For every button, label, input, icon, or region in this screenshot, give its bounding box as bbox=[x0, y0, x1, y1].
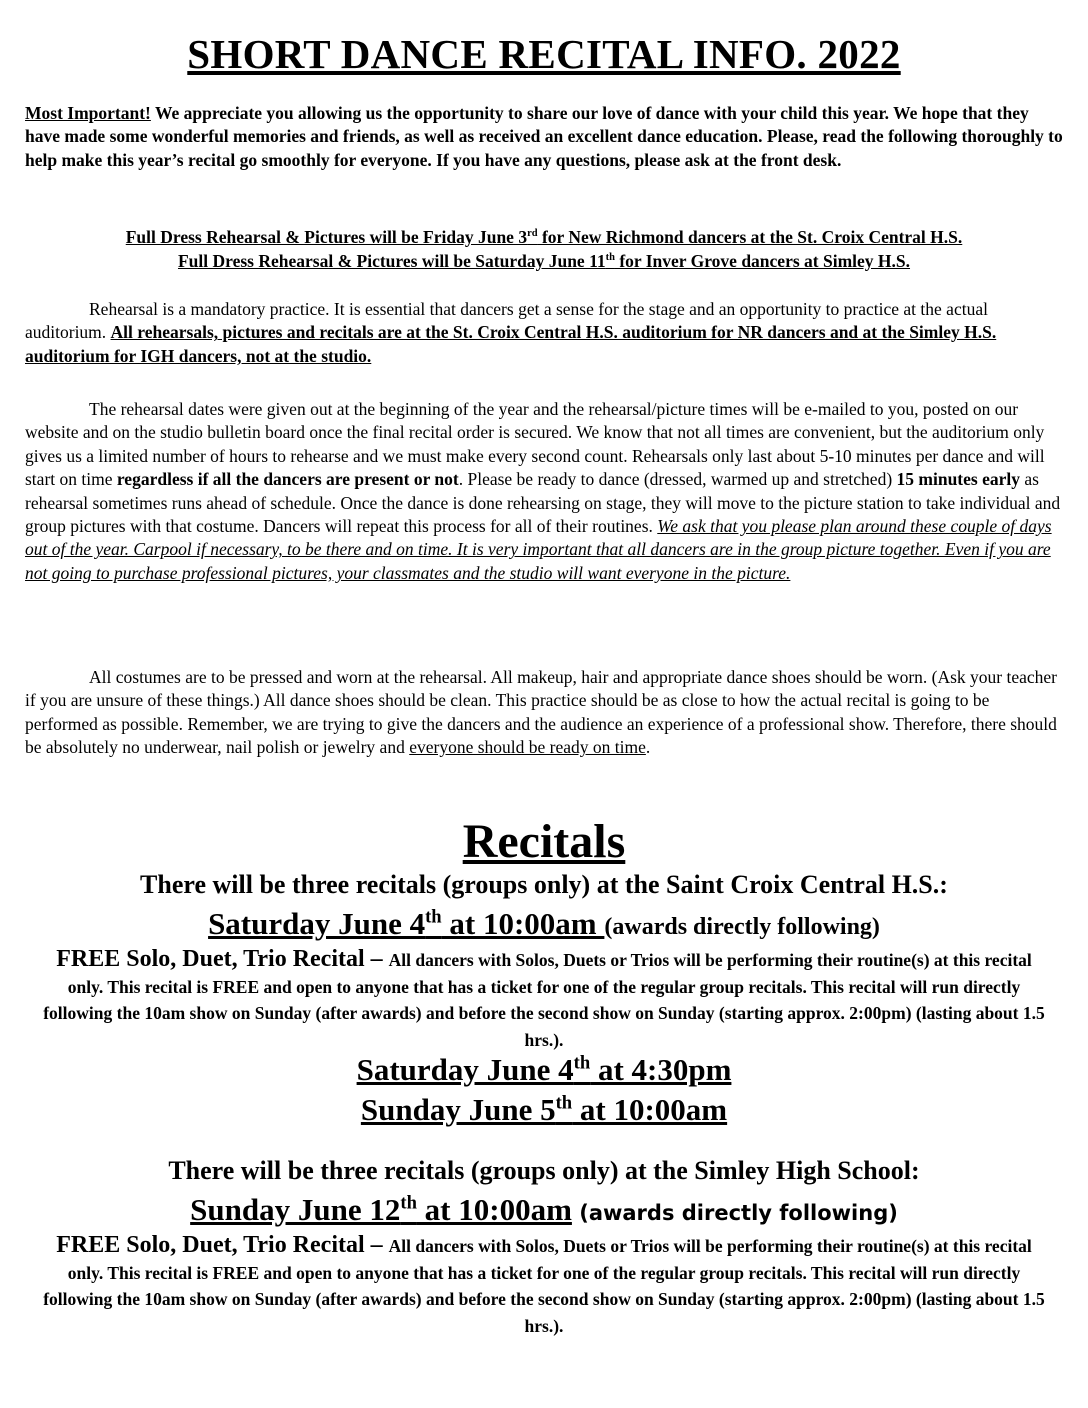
scc-recital-3: Sunday June 5th at 10:00am bbox=[360, 1092, 728, 1127]
scc-free-recital-info: FREE Solo, Duet, Trio Recital – All dancers with Solos, Duets or Trios will be performing their routine(s) at this recital only. This recital is FREE and open to anyone that has a ticket for one of the regular group recitals. This recital will run directly following the 10am show on Sunday (after awards) and before the second show on Sunday (starting approx. 2:00pm) (lasting about 1.5 hrs.). bbox=[43, 946, 1045, 1050]
simley-recital-1: Sunday June 12th at 10:00am (awards directly following) bbox=[190, 1192, 898, 1227]
rehearsal-line-igh: Full Dress Rehearsal & Pictures will be Saturday June 11th for Inver Grove dancers at Simley H.S. bbox=[177, 251, 911, 271]
intro-text: We appreciate you allowing us the opportunity to share our love of dance with your child this year. We hope that they have made some wonderful memories and friends, as well as received an excellent dance education. Please, read the following thoroughly to help make this year’s recital go smoothly for everyone. If you have any questions, please ask at the front desk. bbox=[25, 103, 1063, 170]
page-title: SHORT DANCE RECITAL INFO. 2022 bbox=[187, 31, 901, 77]
location-notice: All rehearsals, pictures and recitals are at the St. Croix Central H.S. auditorium for NR dancers and at the Simley H.S. auditorium for IGH dancers, not at the studio. bbox=[25, 322, 997, 366]
recitals-heading: Recitals bbox=[462, 815, 626, 868]
simley-free-recital-info: FREE Solo, Duet, Trio Recital – All dancers with Solos, Duets or Trios will be performing their routine(s) at this recital only. This recital is FREE and open to anyone that has a ticket for one of the regular group recitals. This recital will run directly following the 10am show on Sunday (after awards) and before the second show on Sunday (starting approx. 2:00pm) (lasting about 1.5 hrs.). bbox=[43, 1232, 1045, 1336]
intro-paragraph bbox=[25, 102, 1065, 172]
scc-recital-1: Saturday June 4th at 10:00am (awards directly following) bbox=[208, 906, 880, 941]
rehearsal-dates-paragraph: The rehearsal dates were given out at the beginning of the year and the rehearsal/picture times will be e-mailed to you, posted on our website and on the studio bulletin board once the final recital order is secured. We know that not all times are convenient, but the auditorium only gives us a limited number of hours to rehearse and we must make every second count. Rehearsals only last about 5-10 minutes per dance and will start on time regardless if all the dancers are present or not. Please be ready to dance (dressed, warmed up and stretched) 15 minutes early as rehearsal sometimes runs ahead of schedule. Once the dance is done rehearsing on stage, they will move to the picture station to take individual and group pictures with that costume. Dancers will repeat this process for all of their routines. We ask that you please plan around these couple of days out of the year. Carpool if necessary, to be there and on time. It is very important that all dancers are in the group picture together. Even if you are not going to purchase professional pictures, your classmates and the studio will want everyone in the picture. bbox=[25, 399, 1061, 583]
mandatory-paragraph: Rehearsal is a mandatory practice. It is essential that dancers get a sense for the stage and an opportunity to practice at the actual auditorium. All rehearsals, pictures and recitals are at the St. Croix Central H.S. auditorium for NR dancers and at the Simley H.S. auditorium for IGH dancers, not at the studio. bbox=[25, 299, 997, 366]
costumes-paragraph: All costumes are to be pressed and worn at the rehearsal. All makeup, hair and appropriate dance shoes should be worn. (Ask your teacher if you are unsure of these things.) All dance shoes should be clean. This practice should be as close to how the actual recital is going to be performed as possible. Remember, we are trying to give the dancers and the audience an experience of a professional show. Therefore, there should be absolutely no underwear, nail polish or jewelry and everyone should be ready on time. bbox=[25, 667, 1058, 758]
plan-around-notice: We ask that you please plan around these couple of days out of the year. Carpool if necessary, to be there and on time. It is very important that all dancers are in the group picture together. Even if you are not going to purchase professional pictures, your classmates and the studio will want everyone in the picture. bbox=[25, 516, 1052, 583]
intro-label: Most Important! bbox=[25, 103, 151, 123]
scc-recital-2: Saturday June 4th at 4:30pm bbox=[356, 1052, 732, 1087]
scc-recitals-intro: There will be three recitals (groups only) at the Saint Croix Central H.S.: bbox=[140, 870, 948, 899]
simley-recitals-intro: There will be three recitals (groups only) at the Simley High School: bbox=[168, 1156, 920, 1185]
rehearsal-line-nr: Full Dress Rehearsal & Pictures will be Friday June 3rd for New Richmond dancers at the St. Croix Central H.S. bbox=[125, 227, 963, 247]
